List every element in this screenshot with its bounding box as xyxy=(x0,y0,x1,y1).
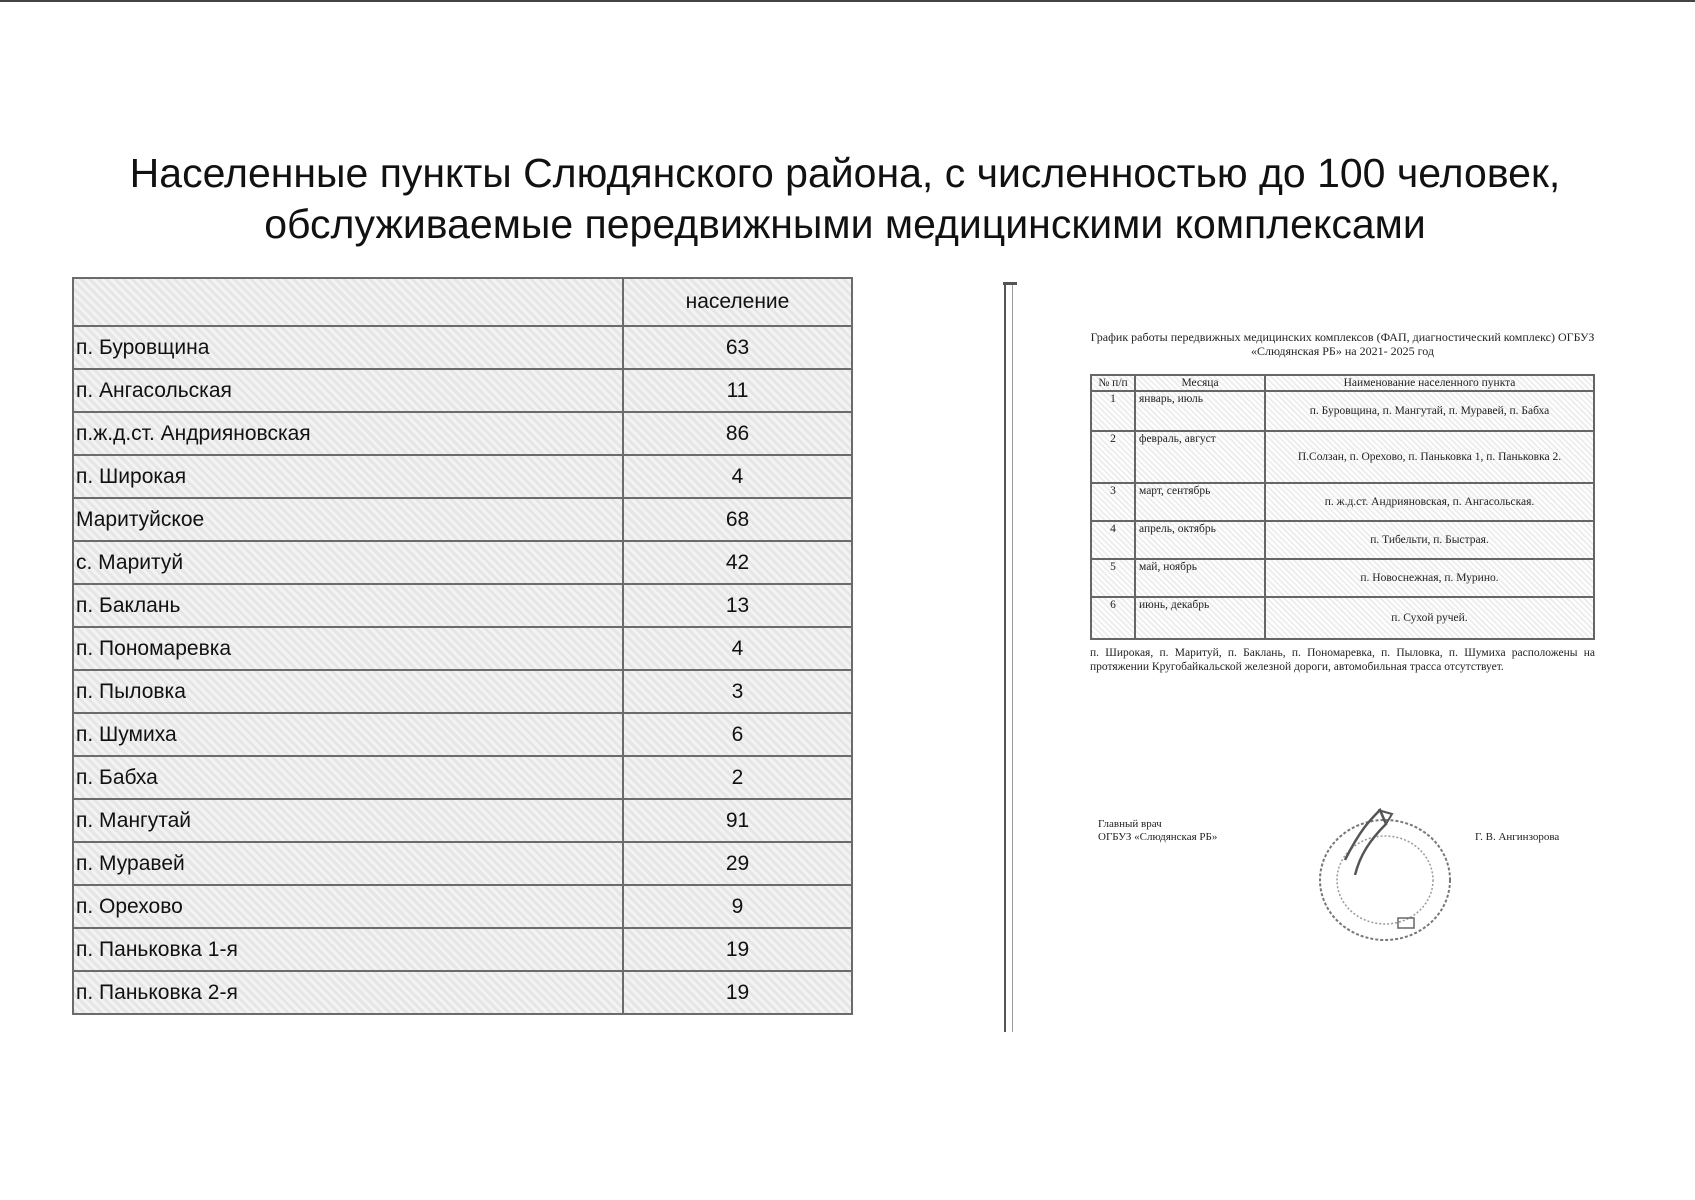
table-header-row xyxy=(73,278,852,326)
settlement-name-cell: Маритуйское xyxy=(73,498,623,541)
settlement-name-cell: п. Муравей xyxy=(73,842,623,885)
schedule-row-places: п. Новоснежная, п. Мурино. xyxy=(1265,559,1594,597)
schedule-note: п. Широкая, п. Маритуй, п. Баклань, п. Пономаревка, п. Пыловка, п. Шумиха расположены на протяжении Кругобайкальской железной дороги, автомобильная трасса отсутствует. xyxy=(1090,647,1595,673)
population-value-cell: 13 xyxy=(623,584,852,627)
schedule-row-places: п. Буровщина, п. Мангутай, п. Муравей, п. Бабха xyxy=(1265,391,1594,431)
schedule-document xyxy=(1090,330,1595,674)
table-row xyxy=(73,713,852,756)
schedule-row-months: май, ноябрь xyxy=(1135,559,1265,597)
population-value-cell: 68 xyxy=(623,498,852,541)
header-population-cell: население xyxy=(623,278,852,326)
schedule-row xyxy=(1091,483,1594,521)
schedule-row-months: апрель, октябрь xyxy=(1135,521,1265,559)
population-value-cell: 86 xyxy=(623,412,852,455)
schedule-subtitle-scribble xyxy=(1090,358,1595,364)
settlement-name-cell: п. Бабха xyxy=(73,756,623,799)
schedule-row-no: 4 xyxy=(1091,521,1135,559)
header-name-cell xyxy=(73,278,623,326)
schedule-row xyxy=(1091,521,1594,559)
signature-role-line1: Главный врач xyxy=(1098,818,1162,830)
settlement-name-cell: п. Орехово xyxy=(73,885,623,928)
schedule-row xyxy=(1091,597,1594,639)
schedule-row-no: 2 xyxy=(1091,431,1135,483)
settlement-name-cell: п. Пыловка xyxy=(73,670,623,713)
schedule-row-places: П.Солзан, п. Орехово, п. Паньковка 1, п. Паньковка 2. xyxy=(1265,431,1594,483)
settlement-name-cell: с. Маритуй xyxy=(73,541,623,584)
population-value-cell: 42 xyxy=(623,541,852,584)
settlement-name-cell: п. Шумиха xyxy=(73,713,623,756)
settlement-name-cell: п.ж.д.ст. Андрияновская xyxy=(73,412,623,455)
table-row xyxy=(73,541,852,584)
signature-role-line2: ОГБУЗ «Слюдянская РБ» xyxy=(1098,831,1218,843)
population-value-cell: 6 xyxy=(623,713,852,756)
schedule-header-months: Месяца xyxy=(1135,375,1265,391)
table-row xyxy=(73,842,852,885)
table-row xyxy=(73,971,852,1014)
official-stamp-icon xyxy=(1300,800,1475,950)
settlement-name-cell: п. Ангасольская xyxy=(73,369,623,412)
population-value-cell: 63 xyxy=(623,326,852,369)
population-value-cell: 3 xyxy=(623,670,852,713)
population-table xyxy=(72,277,853,1015)
settlement-name-cell: п. Пономаревка xyxy=(73,627,623,670)
table-row xyxy=(73,756,852,799)
schedule-row-places: п. ж.д.ст. Андрияновская, п. Ангасольская. xyxy=(1265,483,1594,521)
schedule-row xyxy=(1091,559,1594,597)
schedule-row xyxy=(1091,391,1594,431)
population-value-cell: 91 xyxy=(623,799,852,842)
population-value-cell: 11 xyxy=(623,369,852,412)
population-value-cell: 19 xyxy=(623,971,852,1014)
signature-name: Г. В. Ангинзорова xyxy=(1475,831,1560,843)
table-row xyxy=(73,498,852,541)
top-border-line xyxy=(0,0,1695,2)
settlement-name-cell: п. Широкая xyxy=(73,455,623,498)
settlement-name-cell: п. Буровщина xyxy=(73,326,623,369)
table-row xyxy=(73,885,852,928)
schedule-row-no: 6 xyxy=(1091,597,1135,639)
schedule-header-no: № п/п xyxy=(1091,375,1135,391)
schedule-row xyxy=(1091,431,1594,483)
table-row xyxy=(73,584,852,627)
table-row xyxy=(73,928,852,971)
population-value-cell: 29 xyxy=(623,842,852,885)
schedule-row-months: февраль, август xyxy=(1135,431,1265,483)
schedule-row-months: январь, июль xyxy=(1135,391,1265,431)
schedule-row-no: 5 xyxy=(1091,559,1135,597)
settlement-name-cell: п. Паньковка 2-я xyxy=(73,971,623,1014)
population-value-cell: 19 xyxy=(623,928,852,971)
schedule-table-body xyxy=(1091,391,1594,639)
schedule-row-months: март, сентябрь xyxy=(1135,483,1265,521)
population-value-cell: 2 xyxy=(623,756,852,799)
schedule-table xyxy=(1090,374,1595,640)
vertical-divider xyxy=(1004,282,1013,1032)
population-value-cell: 9 xyxy=(623,885,852,928)
table-row xyxy=(73,799,852,842)
population-table-body xyxy=(73,326,852,1014)
table-row xyxy=(73,670,852,713)
page-title: Населенные пункты Слюдянского района, с численностью до 100 человек, обслуживаемые передвижными медицинскими комплексами xyxy=(129,150,1561,247)
table-row xyxy=(73,412,852,455)
schedule-header-places: Наименование населенного пункта xyxy=(1265,375,1594,391)
population-value-cell: 4 xyxy=(623,627,852,670)
settlement-name-cell: п. Мангутай xyxy=(73,799,623,842)
table-row xyxy=(73,326,852,369)
table-row xyxy=(73,369,852,412)
schedule-row-no: 1 xyxy=(1091,391,1135,431)
settlement-name-cell: п. Паньковка 1-я xyxy=(73,928,623,971)
population-value-cell: 4 xyxy=(623,455,852,498)
divider-tick xyxy=(1003,282,1017,285)
table-row xyxy=(73,455,852,498)
signature-role xyxy=(1098,818,1217,844)
schedule-row-months: июнь, декабрь xyxy=(1135,597,1265,639)
table-row xyxy=(73,627,852,670)
schedule-row-no: 3 xyxy=(1091,483,1135,521)
settlement-name-cell: п. Баклань xyxy=(73,584,623,627)
schedule-row-places: п. Сухой ручей. xyxy=(1265,597,1594,639)
schedule-row-places: п. Тибельти, п. Быстрая. xyxy=(1265,521,1594,559)
schedule-header-row xyxy=(1091,375,1594,391)
schedule-title: График работы передвижных медицинских комплексов (ФАП, диагностический комплекс) ОГБУЗ «Слюдянская РБ» на 2021- 2025 год xyxy=(1090,330,1595,358)
